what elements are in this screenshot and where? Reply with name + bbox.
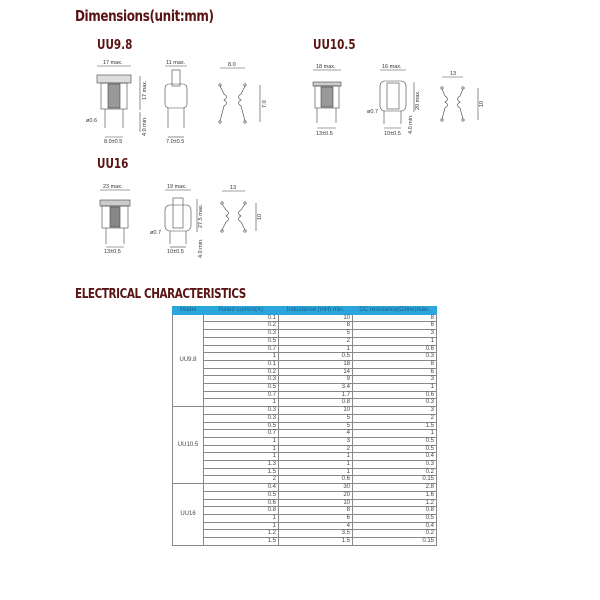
uu105-front-width: 18 max. <box>316 64 336 70</box>
rated-current-cell: 1.5 <box>204 468 279 476</box>
model-title-uu16: UU16 <box>97 157 129 172</box>
uu16-side-view <box>165 190 197 247</box>
uu16-schematic <box>221 191 256 232</box>
uu105-schem-height: 10 <box>479 100 485 107</box>
rated-current-cell: 0.5 <box>204 491 279 499</box>
uu105-front-view <box>313 70 341 128</box>
uu16-schem-height: 10 <box>257 213 263 220</box>
dc-resistance-cell: 0.5 <box>353 514 437 522</box>
inductance-cell: 1 <box>279 468 353 476</box>
dc-resistance-cell: 0.2 <box>353 468 437 476</box>
dc-resistance-cell: 1 <box>353 430 437 438</box>
rated-current-cell: 1.5 <box>204 538 279 546</box>
uu98-front-view <box>97 66 140 137</box>
rated-current-cell: 0.5 <box>204 422 279 430</box>
dimensions-title: Dimensions(unit:mm) <box>75 7 214 25</box>
table-row <box>173 437 437 445</box>
table-row <box>173 445 437 453</box>
uu105-side-width: 16 max. <box>382 64 402 70</box>
dc-resistance-cell: 0.3 <box>353 353 437 361</box>
uu98-front-height: 17 max. <box>142 80 148 100</box>
table-row <box>173 514 437 522</box>
uu16-lead-length: 4.0 min. <box>198 238 204 258</box>
inductance-cell: 3 <box>279 437 353 445</box>
rated-current-cell: 0.7 <box>204 430 279 438</box>
header-rated-current: Rated current(A) <box>204 307 279 315</box>
inductance-cell: 2 <box>279 337 353 345</box>
table-row <box>173 353 437 361</box>
uu105-lead-length: 4.0 min. <box>408 114 414 134</box>
uu98-lead-length: 4.0 min. <box>142 116 148 136</box>
inductance-cell: 0.5 <box>279 353 353 361</box>
rated-current-cell: 1 <box>204 522 279 530</box>
rated-current-cell: 0.3 <box>204 407 279 415</box>
table-row <box>173 322 437 330</box>
dc-resistance-cell: 0.4 <box>353 522 437 530</box>
uu16-front-view <box>100 190 130 247</box>
dc-resistance-cell: 0.6 <box>353 345 437 353</box>
dc-resistance-cell: 0.5 <box>353 445 437 453</box>
electrical-characteristics-table <box>172 306 437 546</box>
rated-current-cell: 0.5 <box>204 337 279 345</box>
uu98-schem-width: 8.0 <box>228 62 236 68</box>
inductance-cell: 10 <box>279 314 353 322</box>
uu98-side-pitch: 7.0±0.5 <box>166 139 185 145</box>
inductance-cell: 30 <box>279 484 353 492</box>
rated-current-cell: 0.2 <box>204 368 279 376</box>
uu16-side-width: 19 max. <box>167 184 187 190</box>
table-row <box>173 461 437 469</box>
inductance-cell: 6 <box>279 514 353 522</box>
table-row <box>173 499 437 507</box>
table-row <box>173 337 437 345</box>
uu16-schem-width: 13 <box>230 185 237 191</box>
dc-resistance-cell: 1.6 <box>353 491 437 499</box>
uu105-schem-width: 13 <box>450 71 457 77</box>
uu16-front-pitch: 13±0.5 <box>104 249 121 255</box>
inductance-cell: 1.7 <box>279 391 353 399</box>
table-row <box>173 538 437 546</box>
model-cell: UU16 <box>173 484 204 546</box>
inductance-cell: 14 <box>279 368 353 376</box>
table-row <box>173 522 437 530</box>
electrical-title: ELECTRICAL CHARACTERISTICS <box>75 287 246 302</box>
inductance-cell: 20 <box>279 491 353 499</box>
rated-current-cell: 1 <box>204 353 279 361</box>
uu16-lead-dia: ø0.7 <box>150 230 162 236</box>
dc-resistance-cell: 6 <box>353 322 437 330</box>
uu105-side-pitch: 10±0.5 <box>384 131 401 137</box>
inductance-cell: 8 <box>279 507 353 515</box>
dc-resistance-cell: 0.6 <box>353 391 437 399</box>
model-cell: UU10.5 <box>173 407 204 484</box>
dc-resistance-cell: 0.15 <box>353 476 437 484</box>
dc-resistance-cell: 0.15 <box>353 538 437 546</box>
inductance-cell: 3.4 <box>279 384 353 392</box>
rated-current-cell: 2 <box>204 476 279 484</box>
inductance-cell: 4 <box>279 522 353 530</box>
dc-resistance-cell: 3 <box>353 407 437 415</box>
inductance-cell: 9 <box>279 376 353 384</box>
table-header-row <box>173 307 437 315</box>
rated-current-cell: 1.2 <box>204 530 279 538</box>
table-row <box>173 507 437 515</box>
inductance-cell: 1 <box>279 461 353 469</box>
rated-current-cell: 0.2 <box>204 322 279 330</box>
model-title-uu98: UU9.8 <box>97 38 133 53</box>
rated-current-cell: 0.3 <box>204 414 279 422</box>
uu98-front-width: 17 max. <box>103 60 123 66</box>
model-cell: UU9.8 <box>173 314 204 406</box>
model-title-uu105: UU10.5 <box>313 38 356 53</box>
dc-resistance-cell: 3 <box>353 330 437 338</box>
table-row <box>173 407 437 415</box>
inductance-cell: 4 <box>279 430 353 438</box>
rated-current-cell: 0.6 <box>204 499 279 507</box>
inductance-cell: 5 <box>279 330 353 338</box>
table-row <box>173 476 437 484</box>
table-row <box>173 430 437 438</box>
rated-current-cell: 0.3 <box>204 330 279 338</box>
dc-resistance-cell: 8 <box>353 314 437 322</box>
inductance-cell: 8 <box>279 322 353 330</box>
table-row <box>173 530 437 538</box>
uu16-front-width: 23 max. <box>103 184 123 190</box>
uu105-front-pitch: 13±0.5 <box>316 131 333 137</box>
table-row <box>173 368 437 376</box>
table-row <box>173 468 437 476</box>
rated-current-cell: 0.7 <box>204 345 279 353</box>
dc-resistance-cell: 0.5 <box>353 437 437 445</box>
rated-current-cell: 1 <box>204 453 279 461</box>
rated-current-cell: 1 <box>204 514 279 522</box>
uu98-side-view <box>165 66 187 137</box>
dc-resistance-cell: 0.2 <box>353 530 437 538</box>
rated-current-cell: 0.7 <box>204 391 279 399</box>
inductance-cell: 1 <box>279 453 353 461</box>
dc-resistance-cell: 1 <box>353 384 437 392</box>
inductance-cell: 10 <box>279 407 353 415</box>
uu16-side-height: 27.5 max. <box>198 203 204 228</box>
rated-current-cell: 0.8 <box>204 507 279 515</box>
uu98-lead-dia: ø0.6 <box>86 118 98 124</box>
inductance-cell: 3.5 <box>279 530 353 538</box>
inductance-cell: 5 <box>279 422 353 430</box>
inductance-cell: 2 <box>279 445 353 453</box>
uu98-front-pitch: 8.0±0.5 <box>104 139 123 145</box>
dc-resistance-cell: 2.8 <box>353 484 437 492</box>
dc-resistance-cell: 3 <box>353 376 437 384</box>
inductance-cell: 18 <box>279 360 353 368</box>
uu105-lead-dia: ø0.7 <box>367 109 379 115</box>
table-row <box>173 491 437 499</box>
dc-resistance-cell: 1 <box>353 337 437 345</box>
rated-current-cell: 1 <box>204 437 279 445</box>
uu105-side-height: 20 max. <box>415 90 421 110</box>
dc-resistance-cell: 1.5 <box>353 422 437 430</box>
inductance-cell: 0.8 <box>279 399 353 407</box>
dc-resistance-cell: 0.3 <box>353 461 437 469</box>
rated-current-cell: 1.3 <box>204 461 279 469</box>
dc-resistance-cell: 2 <box>353 414 437 422</box>
rated-current-cell: 0.5 <box>204 384 279 392</box>
table-row <box>173 376 437 384</box>
rated-current-cell: 0.3 <box>204 376 279 384</box>
rated-current-cell: 1 <box>204 399 279 407</box>
uu98-side-width: 11 max. <box>166 60 186 66</box>
header-dc-resistance: DC resistance(Ω/line)max. <box>353 307 437 315</box>
inductance-cell: 1.5 <box>279 538 353 546</box>
dc-resistance-cell: 6 <box>353 368 437 376</box>
table-row <box>173 414 437 422</box>
header-inductance: Inductance (mH) min. <box>279 307 353 315</box>
table-row <box>173 391 437 399</box>
uu16-side-pitch: 10±0.5 <box>167 249 184 255</box>
inductance-cell: 0.6 <box>279 476 353 484</box>
dc-resistance-cell: 0.4 <box>353 453 437 461</box>
inductance-cell: 5 <box>279 414 353 422</box>
table-row <box>173 360 437 368</box>
rated-current-cell: 0.1 <box>204 314 279 322</box>
dc-resistance-cell: 8 <box>353 360 437 368</box>
table-row <box>173 314 437 322</box>
table-row <box>173 345 437 353</box>
rated-current-cell: 1 <box>204 445 279 453</box>
table-row <box>173 330 437 338</box>
header-model: Model <box>173 307 204 315</box>
table-body <box>173 314 437 545</box>
table-row <box>173 484 437 492</box>
inductance-cell: 1 <box>279 345 353 353</box>
table-row <box>173 399 437 407</box>
dc-resistance-cell: 1.2 <box>353 499 437 507</box>
inductance-cell: 10 <box>279 499 353 507</box>
rated-current-cell: 0.1 <box>204 360 279 368</box>
uu98-schematic <box>219 68 260 123</box>
table-row <box>173 453 437 461</box>
rated-current-cell: 0.4 <box>204 484 279 492</box>
table-row <box>173 384 437 392</box>
table-row <box>173 422 437 430</box>
dc-resistance-cell: 0.8 <box>353 507 437 515</box>
uu98-schem-height: 7.0 <box>262 100 268 108</box>
dc-resistance-cell: 0.3 <box>353 399 437 407</box>
uu105-schematic <box>441 77 478 121</box>
